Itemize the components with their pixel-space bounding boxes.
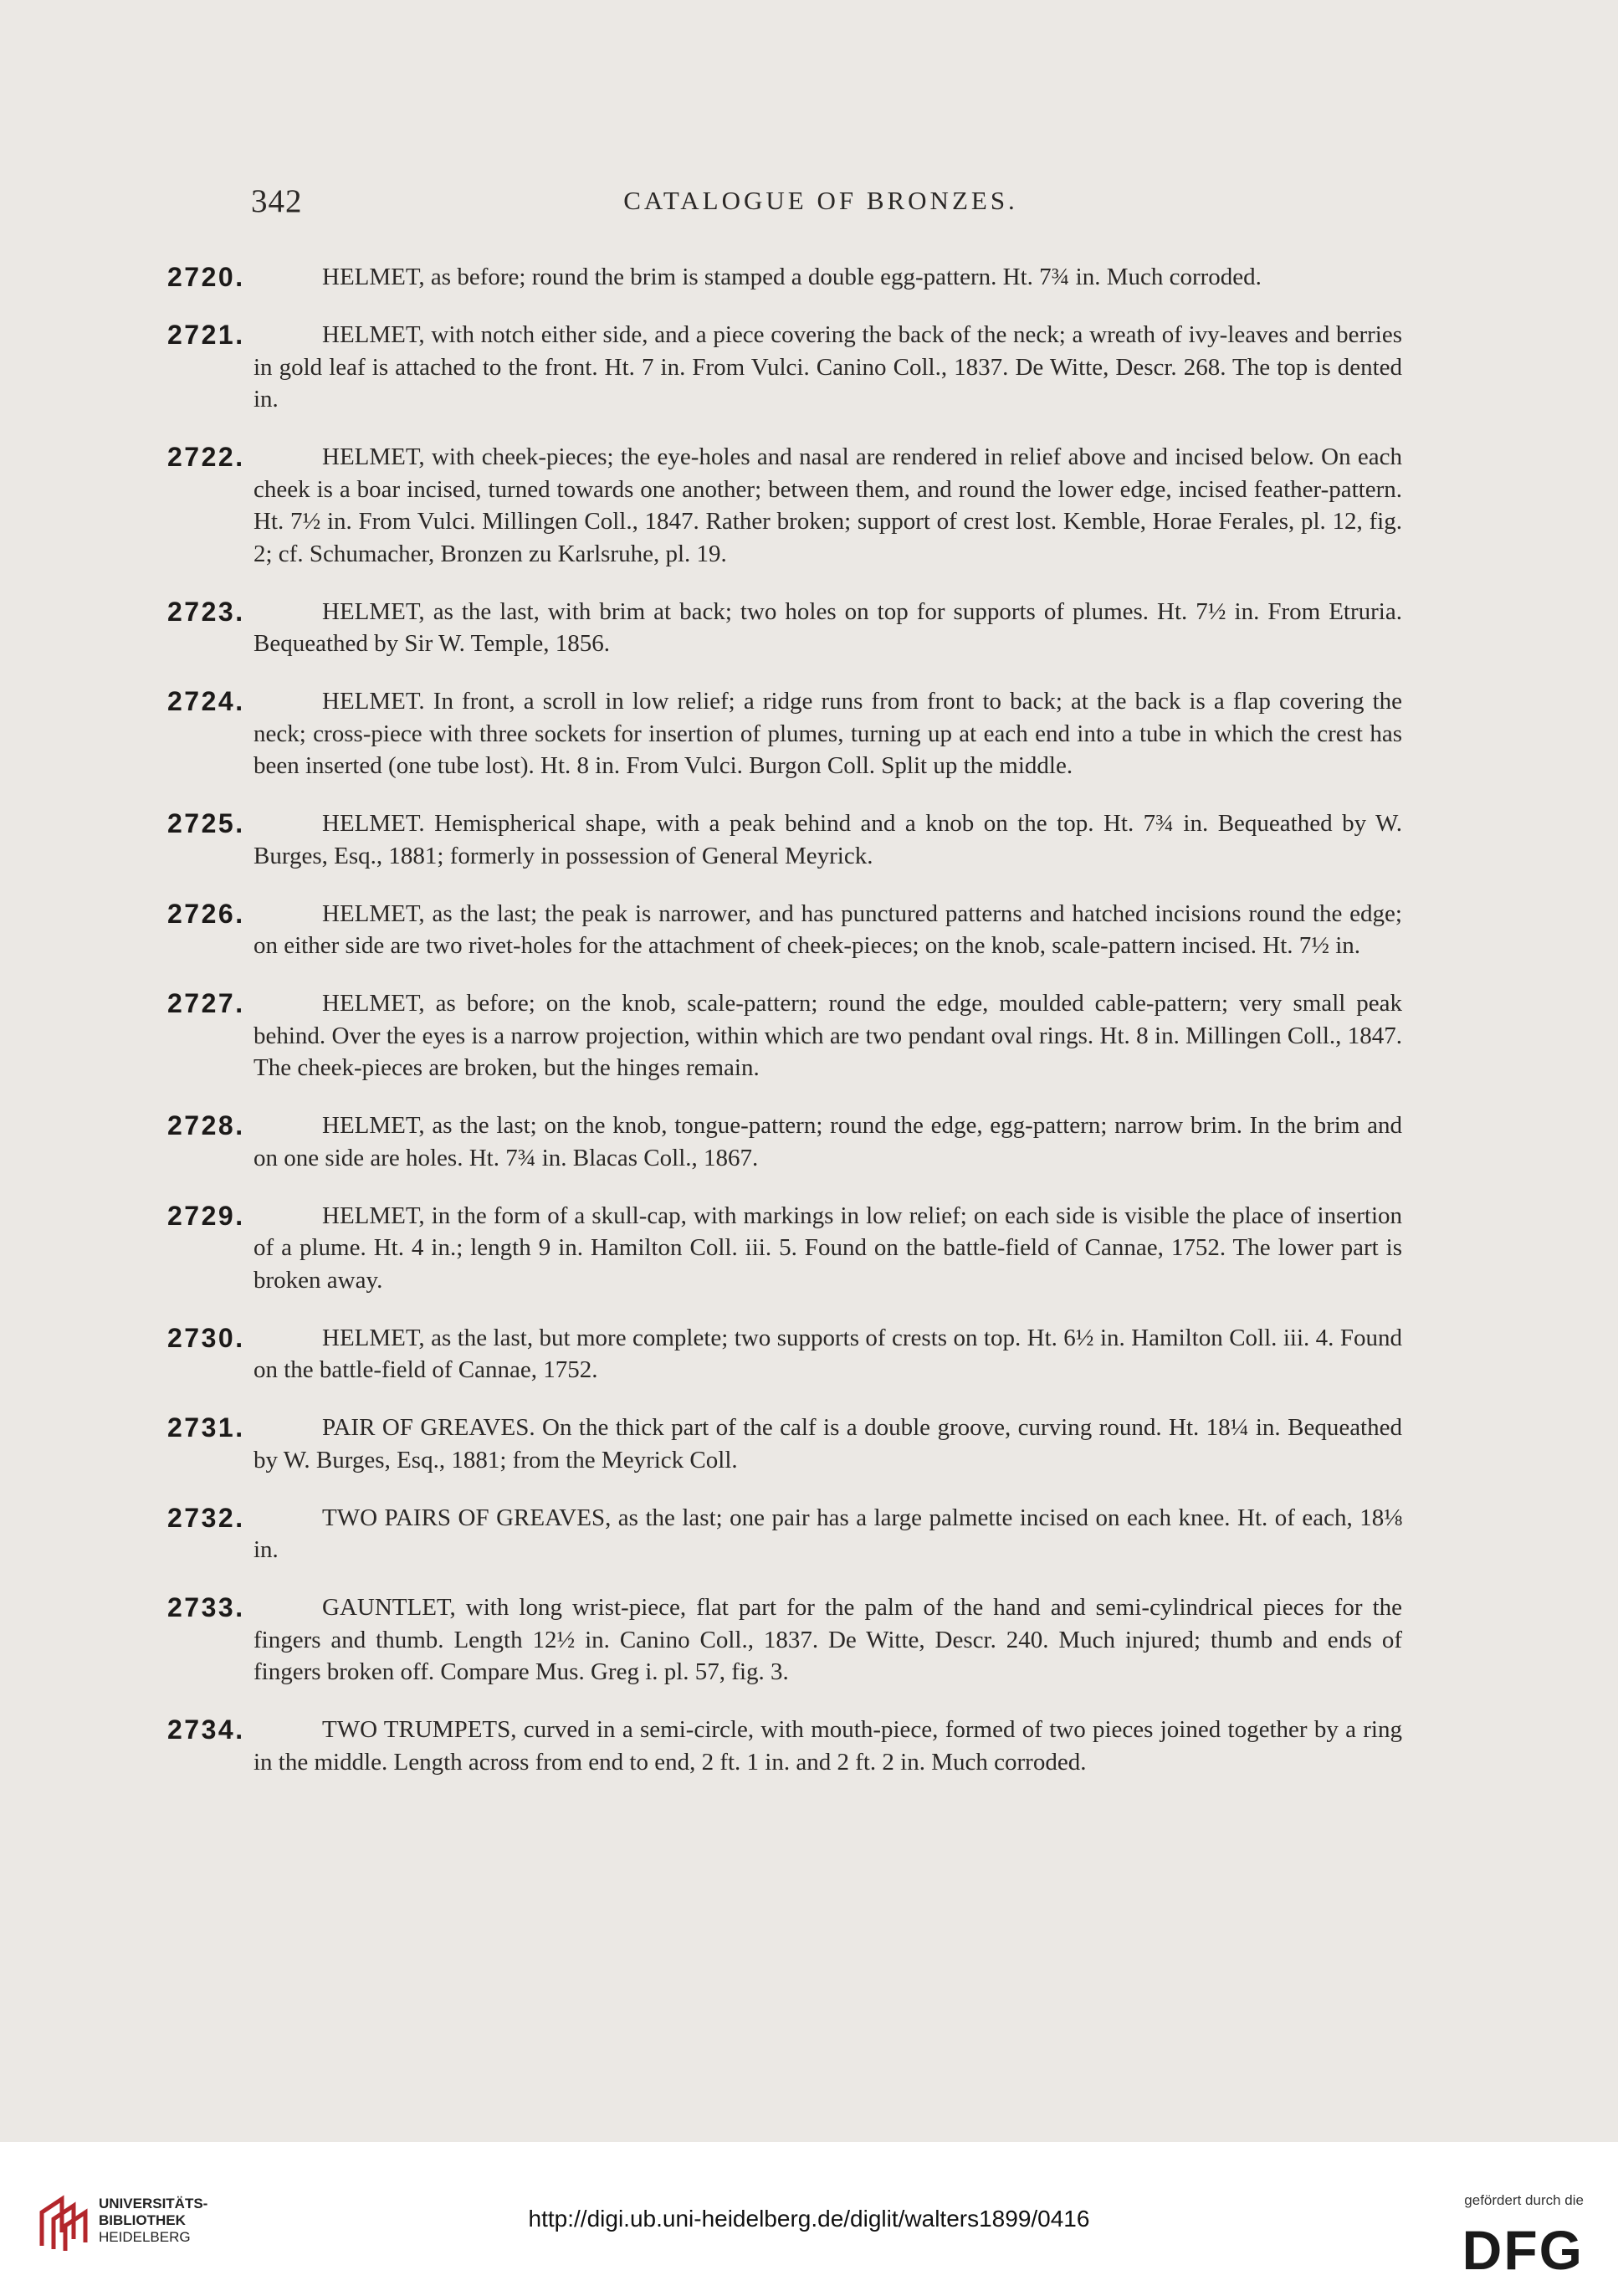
entry-text: HELMET, in the form of a skull-cap, with markings in low relief; on each side is visible the place of insertion of a plume. Ht. 4 in.; length 9 in. Hamilton Coll. iii. 5. Found on the battle-field of Cannae, 1752. The lower part is broken away. [253,1202,1402,1294]
entry-number: 2729. [167,1200,245,1231]
entry-number: 2727. [167,988,245,1018]
entry-number: 2722. [167,442,245,472]
entry-text: TWO PAIRS OF GREAVES, as the last; one pair has a large palmette incised on each knee. Ht. of each, 18⅛ in. [253,1504,1402,1563]
entry-text: HELMET, with cheek-pieces; the eye-holes and nasal are rendered in relief above and incised below. On each cheek is a boar incised, turned towards one another; between them, and round the lower edge, incised feather-pattern. Ht. 7½ in. From Vulci. Millingen Coll., 1847. Rather broken; support of crest lost. Kemble, Horae Ferales, pl. 12, fig. 2; cf. Schumacher, Bronzen zu Karlsruhe, pl. 19. [253,443,1402,567]
catalogue-entry [167,1322,1402,1386]
catalogue-entries [167,261,1402,1804]
page-number: 342 [251,183,303,219]
entry-text: TWO TRUMPETS, curved in a semi-circle, with mouth-piece, formed of two pieces joined together by a ring in the middle. Length across from end to end, 2 ft. 1 in. and 2 ft. 2 in. Much corroded. [253,1716,1402,1776]
entry-text: HELMET, with notch either side, and a piece covering the back of the neck; a wreath of ivy-leaves and berries in gold leaf is attached to the front. Ht. 7 in. From Vulci. Canino Coll., 1837. De Witte, Descr. 268. The top is dented in. [253,321,1402,413]
entry-text: HELMET. In front, a scroll in low relief; a ridge runs from front to back; at the back is a flap covering the neck; cross-piece with three sockets for insertion of plumes, turning up at each end into a tube in which the crest has been inserted (one tube lost). Ht. 8 in. From Vulci. Burgon Coll. Split up the middle. [253,688,1402,779]
catalogue-entry [167,261,1402,294]
permalink-url[interactable]: http://digi.ub.uni-heidelberg.de/diglit/walters1899/0416 [528,2206,1090,2232]
catalogue-entry [167,319,1402,416]
entry-number: 2733. [167,1592,245,1622]
library-name-line: UNIVERSITÄTS- [99,2196,208,2211]
entry-text: GAUNTLET, with long wrist-piece, flat part for the palm of the hand and semi-cylindrical pieces for the fingers and thumb. Length 12½ in. Canino Coll., 1837. De Witte, Descr. 240. Much injured; thumb and ends of fingers broken off. Compare Mus. Greg i. pl. 57, fig. 3. [253,1594,1402,1685]
entry-text: HELMET, as before; round the brim is stamped a double egg-pattern. Ht. 7¾ in. Much corroded. [322,264,1262,290]
catalogue-entry [167,807,1402,872]
entry-number: 2725. [167,808,245,838]
catalogue-entry [167,1412,1402,1476]
entry-number: 2728. [167,1110,245,1140]
entry-number: 2726. [167,898,245,929]
dfg-logo: DFG [1462,2219,1584,2281]
entry-number: 2724. [167,686,245,716]
library-name-line: BIBLIOTHEK [99,2212,186,2228]
catalogue-entry [167,685,1402,782]
catalogue-entry [167,596,1402,660]
digitization-footer [0,2142,1618,2296]
entry-number: 2734. [167,1714,245,1745]
entry-number: 2732. [167,1502,245,1533]
catalogue-entry [167,1591,1402,1689]
library-name-line: HEIDELBERG [99,2229,191,2245]
entry-text: HELMET. Hemispherical shape, with a peak behind and a knob on the top. Ht. 7¾ in. Bequeathed by W. Burges, Esq., 1881; formerly in possession of General Meyrick. [253,810,1402,869]
entry-number: 2730. [167,1322,245,1353]
page-header [251,182,1390,224]
catalogue-entry [167,1714,1402,1778]
entry-text: PAIR OF GREAVES. On the thick part of the calf is a double groove, curving round. Ht. 18¼ in. Bequeathed by W. Burges, Esq., 1881; from the Meyrick Coll. [253,1414,1402,1473]
catalogue-entry [167,987,1402,1084]
entry-text: HELMET, as before; on the knob, scale-pattern; round the edge, moulded cable-pattern; very small peak behind. Over the eyes is a narrow projection, within which are two pendant oval rings. Ht. 8 in. Millingen Coll., 1847. The cheek-pieces are broken, but the hinges remain. [253,990,1402,1081]
catalogue-entry [167,1502,1402,1566]
catalogue-entry [167,898,1402,962]
catalogue-entry [167,1110,1402,1174]
running-title: CATALOGUE OF BRONZES. [623,186,1018,215]
entry-number: 2721. [167,320,245,350]
catalogue-entry [167,441,1402,570]
entry-number: 2720. [167,262,245,292]
catalogue-entry [167,1200,1402,1297]
entry-text: HELMET, as the last, with brim at back; two holes on top for supports of plumes. Ht. 7½ in. From Etruria. Bequeathed by Sir W. Temple, 1856. [253,597,1402,657]
sponsor-caption: gefördert durch die [1464,2192,1584,2208]
entry-number: 2731. [167,1412,245,1443]
entry-text: HELMET, as the last; on the knob, tongue-pattern; round the edge, egg-pattern; narrow brim. In the brim and on one side are holes. Ht. 7¾ in. Blacas Coll., 1867. [253,1112,1402,1171]
entry-text: HELMET, as the last; the peak is narrower, and has punctured patterns and hatched incisions round the edge; on either side are two rivet-holes for the attachment of cheek-pieces; on the knob, scale-pattern incised. Ht. 7½ in. [253,899,1402,959]
entry-number: 2723. [167,596,245,627]
entry-text: HELMET, as the last, but more complete; two supports of crests on top. Ht. 6½ in. Hamilton Coll. iii. 4. Found on the battle-field of Cannae, 1752. [253,1324,1402,1383]
